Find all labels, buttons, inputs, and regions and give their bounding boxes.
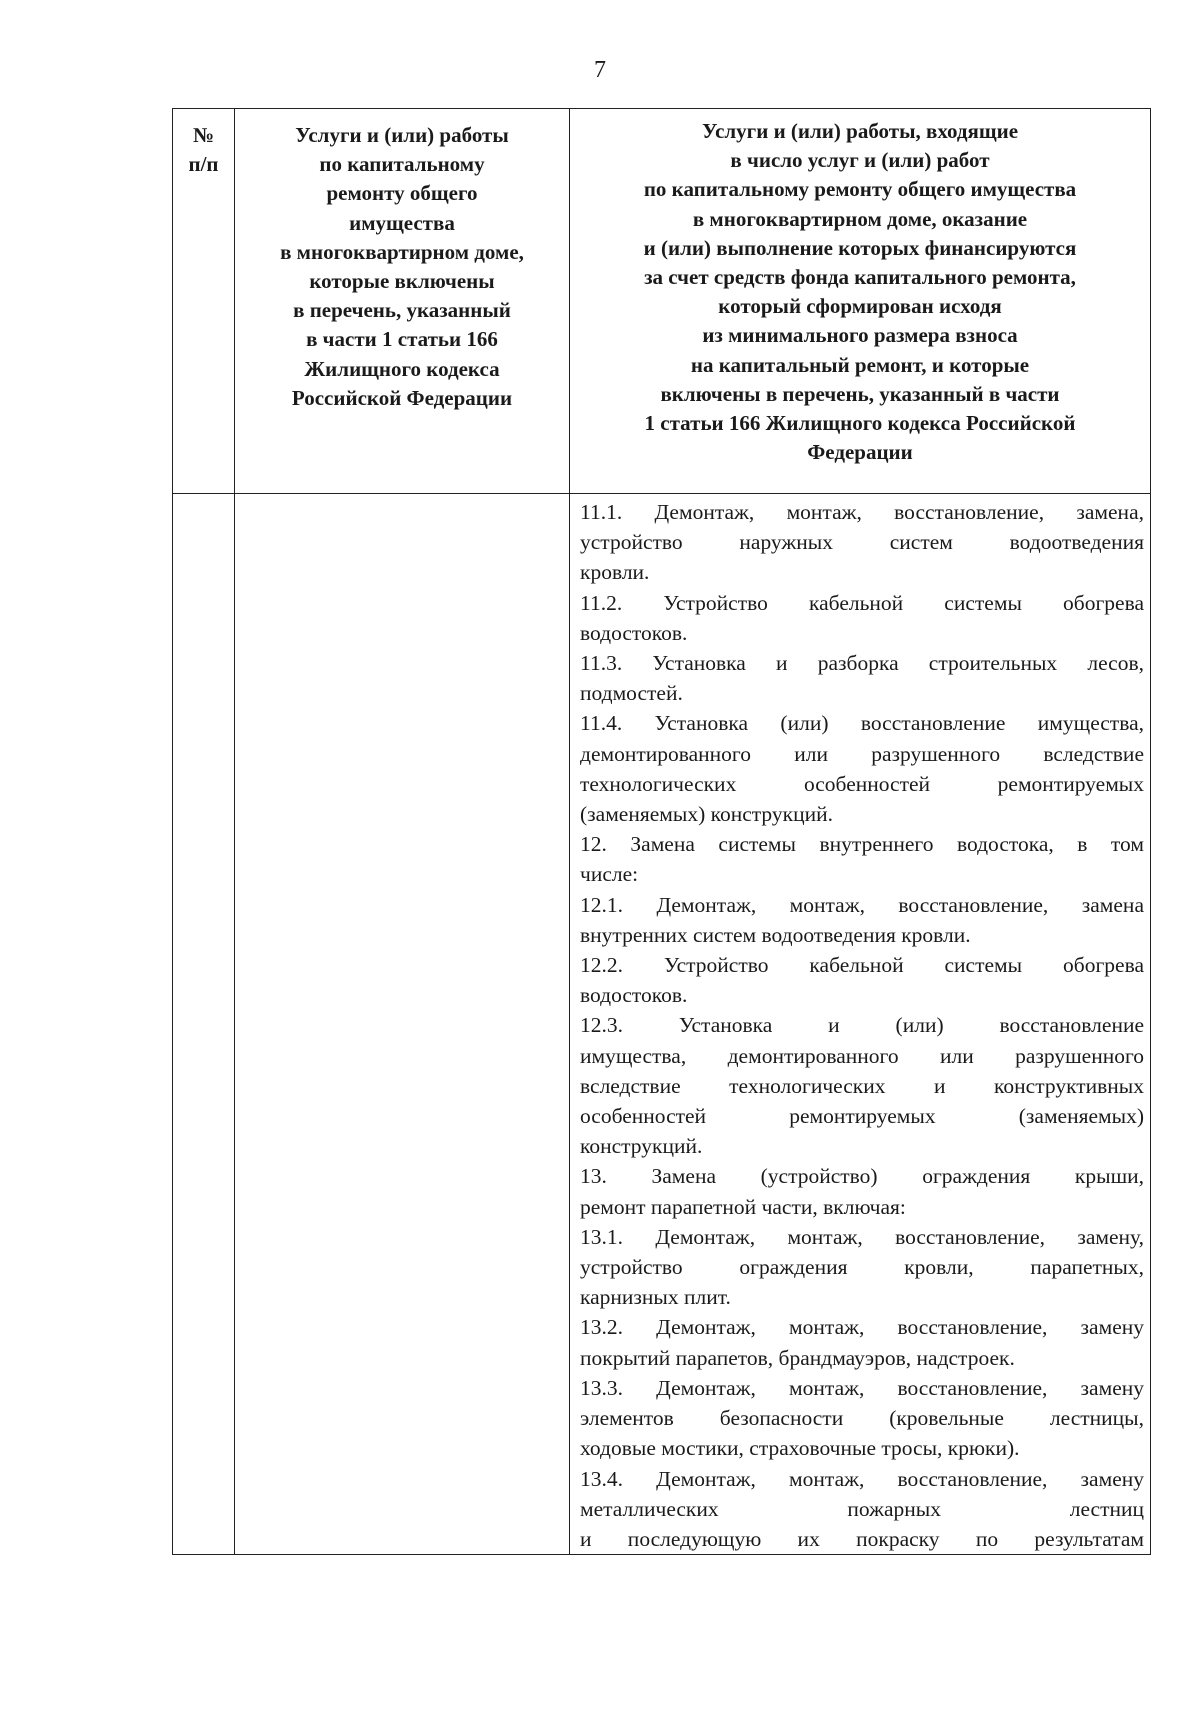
work-item-line: устройство наружных систем водоотведения: [580, 530, 1144, 555]
work-item-line: 12.3. Установка и (или) восстановление: [580, 1013, 1144, 1038]
work-item-line: (заменяемых) конструкций.: [580, 802, 833, 827]
header-services-line: Услуги и (или) работы: [295, 123, 509, 147]
cell-number: [173, 494, 235, 1555]
work-item-line: 13.2. Демонтаж, монтаж, восстановление, замену: [580, 1315, 1144, 1340]
header-works-line: который сформирован исходя: [718, 294, 1002, 319]
work-item-line: имущества, демонтированного или разрушенного: [580, 1043, 1144, 1068]
header-works-line: за счет средств фонда капитального ремонта,: [644, 265, 1076, 290]
work-item-line: 13.1. Демонтаж, монтаж, восстановление, замену,: [580, 1224, 1144, 1249]
work-item-line: конструкций.: [580, 1134, 703, 1159]
header-works-line: из минимального размера взноса: [702, 323, 1018, 348]
header-services-line: в многоквартирном доме,: [280, 239, 524, 264]
work-item-line: 11.2. Устройство кабельной системы обогрева: [580, 590, 1144, 615]
header-works-line: на капитальный ремонт, и которые: [690, 352, 1030, 377]
header-services: [235, 109, 570, 494]
work-item-line: 11.3. Установка и разборка строительных лесов,: [580, 651, 1144, 676]
header-services-line: которые включены: [309, 269, 495, 294]
work-item-line: ремонт парапетной части, включая:: [580, 1194, 906, 1219]
work-item-line: покрытий парапетов, брандмауэров, надстроек.: [580, 1345, 1015, 1370]
work-item-line: металлических пожарных лестниц: [580, 1496, 1144, 1521]
header-number: [173, 109, 235, 494]
work-item-line: устройство ограждения кровли, парапетных,: [580, 1255, 1144, 1280]
page-number: 7: [594, 57, 606, 83]
header-services-line: по капитальному: [319, 152, 485, 177]
work-item-line: и последующую их покраску по результатам: [580, 1526, 1144, 1551]
work-item-line: кровли.: [580, 560, 650, 585]
header-services-line: Жилищного кодекса: [304, 356, 500, 381]
work-item-line: 13. Замена (устройство) ограждения крыши,: [580, 1164, 1144, 1189]
work-item-line: 12.2. Устройство кабельной системы обогрева: [580, 953, 1144, 978]
cell-services: [235, 494, 570, 1555]
work-item-line: 13.4. Демонтаж, монтаж, восстановление, замену: [580, 1466, 1144, 1491]
work-item-line: водостоков.: [580, 620, 688, 645]
work-item-line: 12. Замена системы внутреннего водостока, в том: [580, 832, 1144, 857]
work-item-line: вследствие технологических и конструктивных: [580, 1073, 1144, 1098]
header-works-line: Федерации: [807, 440, 913, 465]
header-services-line: ремонту общего: [326, 181, 478, 206]
header-works-line: Услуги и (или) работы, входящие: [701, 119, 1019, 143]
work-item-line: 13.3. Демонтаж, монтаж, восстановление, замену: [580, 1375, 1144, 1400]
work-item-line: внутренних систем водоотведения кровли.: [580, 922, 971, 947]
services-table: [172, 108, 1151, 1555]
header-services-line: в перечень, указанный: [293, 298, 511, 323]
work-item-line: числе:: [580, 862, 639, 887]
work-item-line: элементов безопасности (кровельные лестницы,: [580, 1406, 1144, 1431]
header-works-line: включены в перечень, указанный в части: [660, 381, 1060, 406]
work-item-line: подмостей.: [580, 681, 683, 706]
header-services-line: имущества: [349, 210, 455, 235]
work-item-line: карнизных плит.: [580, 1285, 731, 1310]
work-item-line: ходовые мостики, страховочные тросы, крюки).: [580, 1436, 1020, 1461]
header-works-line: и (или) выполнение которых финансируются: [643, 235, 1077, 260]
header-works-line: в число услуг и (или) работ: [730, 148, 990, 173]
work-item-line: 11.4. Установка (или) восстановление имущества,: [580, 711, 1144, 736]
work-item-line: технологических особенностей ремонтируемых: [580, 771, 1144, 796]
header-number-line: №: [192, 123, 215, 147]
header-works-line: в многоквартирном доме, оказание: [692, 206, 1028, 231]
header-services-line: в части 1 статьи 166: [306, 327, 498, 352]
work-item-line: 11.1. Демонтаж, монтаж, восстановление, замена,: [580, 500, 1144, 524]
header-works-line: 1 статьи 166 Жилищного кодекса Российской: [644, 411, 1076, 436]
table-row: [173, 494, 1151, 1555]
work-item-line: 12.1. Демонтаж, монтаж, восстановление, замена: [580, 892, 1144, 917]
cell-works: [570, 494, 1151, 1555]
table-header-row: [173, 109, 1151, 494]
header-services-line: Российской Федерации: [291, 385, 513, 410]
work-item-line: особенностей ремонтируемых (заменяемых): [580, 1104, 1144, 1129]
header-number-line: п/п: [188, 152, 219, 177]
header-works-line: по капитальному ремонту общего имущества: [643, 177, 1077, 202]
work-item-line: водостоков.: [580, 983, 688, 1008]
work-item-line: демонтированного или разрушенного вследствие: [580, 741, 1144, 766]
header-works: [570, 109, 1151, 494]
